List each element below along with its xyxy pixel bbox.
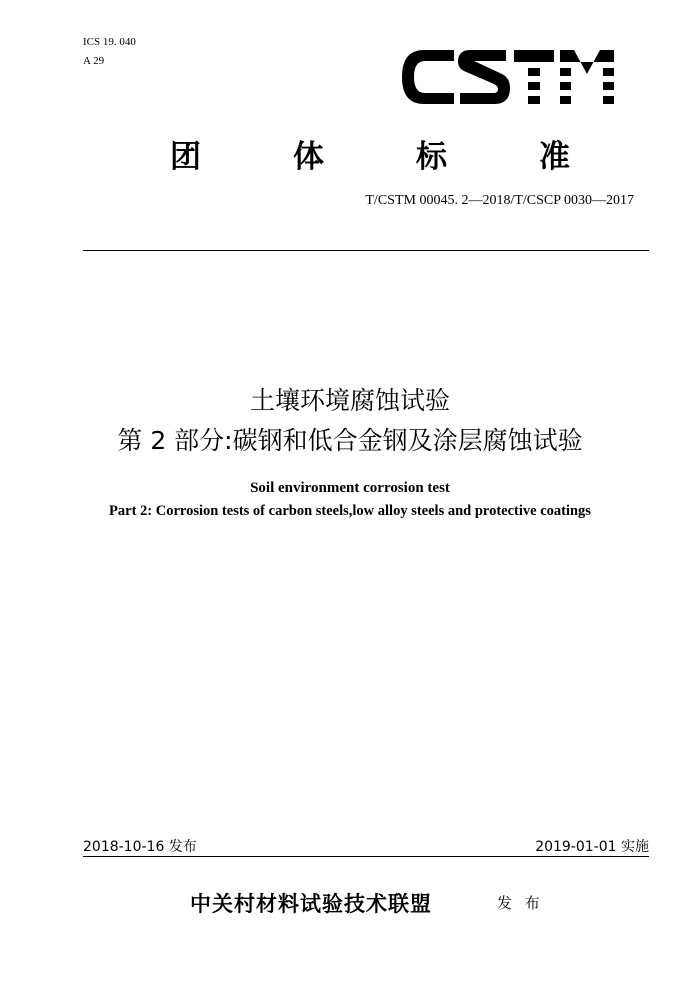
publisher-name: 中关村材料试验技术联盟 — [190, 891, 432, 916]
implementation-date: 2019-01-01 实施 — [535, 839, 649, 855]
issue-date: 2018-10-16 发布 — [83, 839, 197, 855]
english-title-line-2: Part 2: Corrosion tests of carbon steels,low alloy steels and protective coatings — [109, 503, 591, 519]
publish-label: 发 布 — [497, 894, 544, 912]
document-type — [170, 131, 570, 176]
doc-type-char: 准 — [539, 139, 570, 175]
standard-number: T/CSTM 00045. 2—2018/T/CSCP 0030—2017 — [365, 193, 634, 208]
doc-type-char: 团 — [170, 139, 201, 175]
ics-code: ICS 19. 040 — [83, 36, 136, 48]
top-divider — [83, 250, 649, 251]
chinese-title-line-2: 第 2 部分:碳钢和低合金钢及涂层腐蚀试验 — [117, 426, 583, 455]
doc-type-char: 体 — [293, 139, 324, 175]
doc-type-char: 标 — [416, 139, 447, 175]
chinese-title-line-1: 土壤环境腐蚀试验 — [249, 386, 450, 415]
cstm-logo — [398, 44, 618, 110]
classification-codes — [83, 33, 136, 71]
english-title-line-1: Soil environment corrosion test — [250, 480, 450, 496]
bottom-divider — [83, 856, 649, 857]
ccs-code: A 29 — [83, 55, 105, 67]
